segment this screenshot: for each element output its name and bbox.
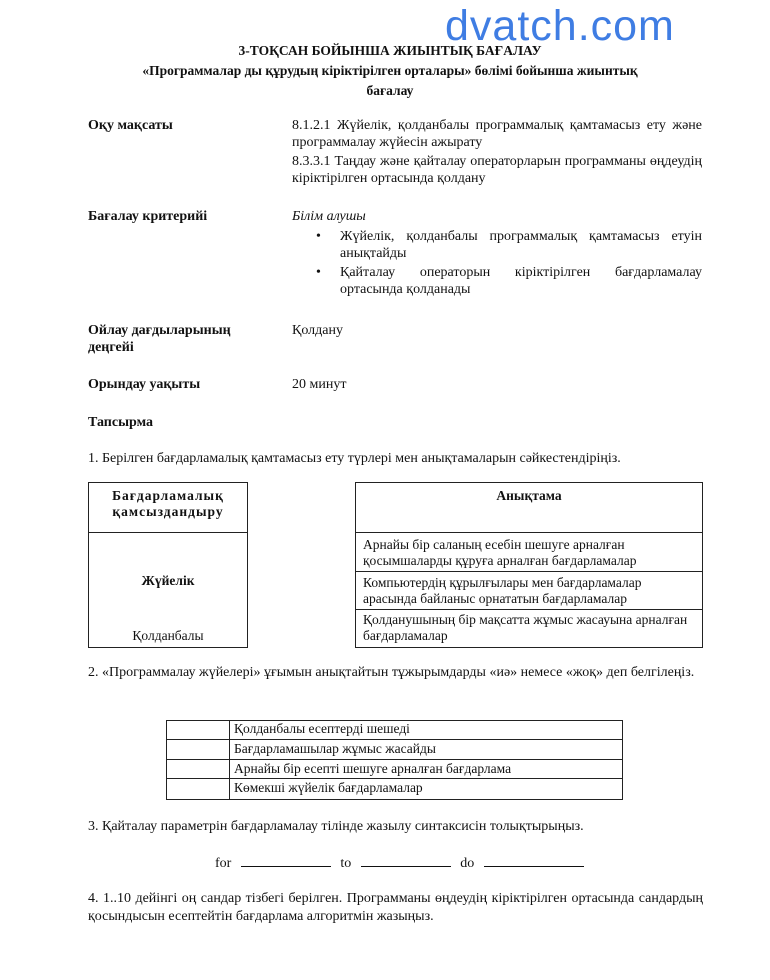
criteria-item: • Жүйелік, қолданбалы программалық қамтамасыз етуін анықтайды (312, 228, 702, 262)
question-1-text: 1. Берілген бағдарламалық қамтамасыз ету түрлері мен анықтамаларын сәйкестендіріңіз. (88, 451, 621, 466)
keyword-do: do (460, 856, 475, 871)
q2-statement-3: Арнайы бір есепті шешуге арналған бағдарлама (234, 761, 512, 776)
blank-start-value[interactable] (241, 852, 331, 867)
q2-statement-1: Қолданбалы есептерді шешеді (234, 721, 410, 736)
time-value: 20 минут (292, 377, 347, 392)
criteria-item: • Қайталау операторын кіріктірілген бағдарламалау ортасында қолданады (312, 264, 702, 298)
document-title-line-1: 3-ТОҚСАН БОЙЫНША ЖИЫНТЫҚ БАҒАЛАУ (238, 43, 542, 58)
task-heading: Тапсырма (88, 415, 154, 430)
question-3-text: 3. Қайталау параметрін бағдарламалау тілінде жазылу синтаксисін толықтырыңыз. (88, 819, 584, 834)
q1-definition-2: Компьютердің құрылғылары мен бағдарламалар арасында байланыс орнататын бағдарламалар (363, 575, 642, 606)
q1-definition-3: Қолданушының бір мақсатта жұмыс жасауына арналған бағдарламалар (363, 612, 688, 643)
q3-syntax-line (215, 852, 590, 872)
q1-left-item-applied: Қолданбалы (132, 628, 204, 643)
q1-left-header: Бағдарламалық қамсыздандыру (112, 488, 224, 519)
question-4-text: 4. 1..10 дейінгі оң сандар тізбегі берілген. Программаны өңдеудің кіріктірілген ортасында сандардың қосындысын есептейтін бағдарлама алгоритмін жазыңыз. (88, 891, 703, 924)
level-value: Қолдану (292, 323, 343, 338)
goal-text-1: 8.1.2.1 Жүйелік, қолданбалы программалық қамтамасыз ету және программалау жүйесін ажырату (292, 118, 702, 150)
question-2-text: 2. «Программалау жүйелері» ұғымын анықтайтын тұжырымдарды «иә» немесе «жоқ» деп белгілеңіз. (88, 665, 695, 680)
document-title-line-2: «Программалар ды құрудың кіріктірілген орталары» бөлімі бойынша жиынтық (142, 63, 638, 78)
time-label: Орындау уақыты (88, 377, 201, 392)
keyword-for: for (215, 856, 232, 871)
q1-definition-1: Арнайы бір саланың есебін шешуге арналған қосымшаларды құруға арналған бағдарламалар (363, 537, 637, 568)
criteria-intro: Білім алушы (292, 209, 366, 224)
document-title-line-3: бағалау (366, 83, 414, 98)
q1-left-item-system: Жүйелік (141, 573, 195, 588)
level-label: Ойлау дағдыларының деңгейі (88, 323, 231, 355)
watermark: dvatch.com (445, 2, 675, 50)
criteria-list (312, 228, 702, 300)
blank-loop-body[interactable] (484, 852, 584, 867)
q2-statement-2: Бағдарламашылар жұмыс жасайды (234, 741, 436, 756)
goal-text-2: 8.3.3.1 Таңдау және қайталау операторларын программаны өңдеудің кіріктірілген ортасында қолдану (292, 154, 702, 186)
criteria-label: Бағалау критерийі (88, 209, 208, 224)
blank-end-value[interactable] (361, 852, 451, 867)
keyword-to: to (340, 856, 352, 871)
q1-right-header: Анықтама (496, 488, 562, 503)
goal-label: Оқу мақсаты (88, 118, 173, 133)
q2-statement-4: Көмекші жүйелік бағдарламалар (234, 780, 423, 795)
